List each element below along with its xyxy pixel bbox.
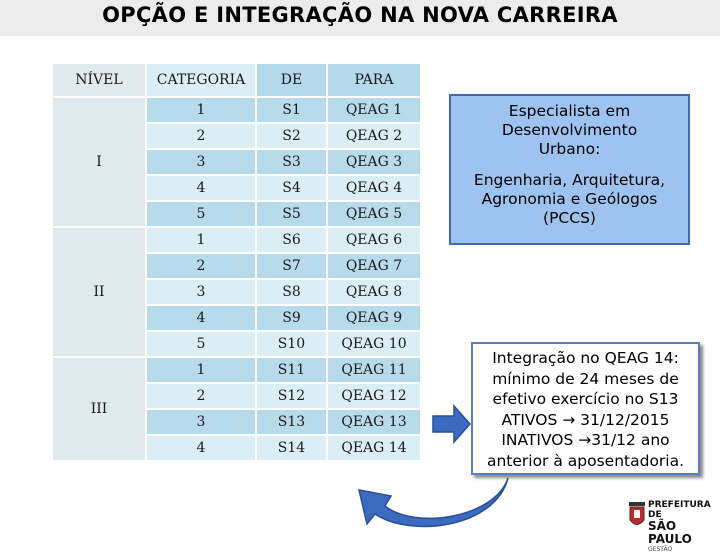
text-line: Agronomia e Geólogos [481,190,658,208]
para-cell: QEAG 12 [328,384,420,408]
para-cell: QEAG 5 [328,202,420,226]
categoria-cell: 5 [147,332,255,356]
de-cell: S3 [257,150,326,174]
de-cell: S1 [257,98,326,122]
logo-line-1: PREFEITURA DE [648,500,711,520]
de-cell: S12 [257,384,326,408]
text-line: (PCCS) [543,209,596,227]
especialista-areas [451,171,688,228]
para-cell: QEAG 14 [328,436,420,460]
table-row [53,98,420,122]
header-nivel: NÍVEL [53,64,145,96]
text-line: mínimo de 24 meses de [492,369,679,388]
title-bar [0,0,720,36]
de-cell: S14 [257,436,326,460]
para-cell: QEAG 11 [328,358,420,382]
level-cell-3: III [53,358,145,460]
career-table-container [51,62,422,462]
de-cell: S13 [257,410,326,434]
text-line: anterior à aposentadoria. [486,451,685,470]
de-cell: S2 [257,124,326,148]
categoria-cell: 5 [147,202,255,226]
para-cell: QEAG 9 [328,306,420,330]
de-cell: S11 [257,358,326,382]
categoria-cell: 2 [147,384,255,408]
header-de: DE [257,64,326,96]
table-row [53,228,420,252]
de-cell: S6 [257,228,326,252]
table-header-row [53,64,420,96]
text-line: ATIVOS → 31/12/2015 [501,410,670,429]
para-cell: QEAG 3 [328,150,420,174]
logo-line-2: SÃO PAULO [648,519,692,546]
arrow-right-icon [432,404,472,444]
curved-arrow-icon [345,468,515,538]
de-cell: S5 [257,202,326,226]
para-cell: QEAG 10 [328,332,420,356]
text-line: efetivo exercício no S13 [492,390,679,408]
text-line: Especialista em [508,102,631,120]
header-para: PARA [328,64,420,96]
para-cell: QEAG 2 [328,124,420,148]
categoria-cell: 4 [147,176,255,200]
level-cell-1: I [53,98,145,226]
text-line: INATIVOS →31/12 ano [501,431,670,449]
especialista-box [449,94,690,245]
prefeitura-logo [628,496,720,553]
logo-line-3: GESTÃO [648,546,673,553]
categoria-cell: 1 [147,98,255,122]
para-cell: QEAG 4 [328,176,420,200]
table-row [53,358,420,382]
de-cell: S7 [257,254,326,278]
para-cell: QEAG 8 [328,280,420,304]
para-cell: QEAG 7 [328,254,420,278]
categoria-cell: 1 [147,228,255,252]
text-line: Engenharia, Arquitetura, [473,171,666,189]
especialista-heading [451,102,688,159]
text-line: Urbano: [538,140,601,158]
integracao-box [471,342,700,475]
de-cell: S9 [257,306,326,330]
para-cell: QEAG 6 [328,228,420,252]
categoria-cell: 3 [147,280,255,304]
categoria-cell: 3 [147,410,255,434]
categoria-cell: 1 [147,358,255,382]
level-cell-2: II [53,228,145,356]
categoria-cell: 4 [147,436,255,460]
text-line: Integração no QEAG 14: [492,349,679,367]
city-crest-icon [628,500,646,530]
de-cell: S4 [257,176,326,200]
categoria-cell: 3 [147,150,255,174]
para-cell: QEAG 1 [328,98,420,122]
integracao-text [473,348,698,471]
logo-text [648,500,720,554]
de-cell: S8 [257,280,326,304]
text-line: Desenvolvimento [501,121,638,139]
de-cell: S10 [257,332,326,356]
header-categoria: CATEGORIA [147,64,255,96]
page-title: OPÇÃO E INTEGRAÇÃO NA NOVA CARREIRA [102,3,618,27]
career-table [51,62,422,462]
categoria-cell: 4 [147,306,255,330]
categoria-cell: 2 [147,124,255,148]
para-cell: QEAG 13 [328,410,420,434]
categoria-cell: 2 [147,254,255,278]
